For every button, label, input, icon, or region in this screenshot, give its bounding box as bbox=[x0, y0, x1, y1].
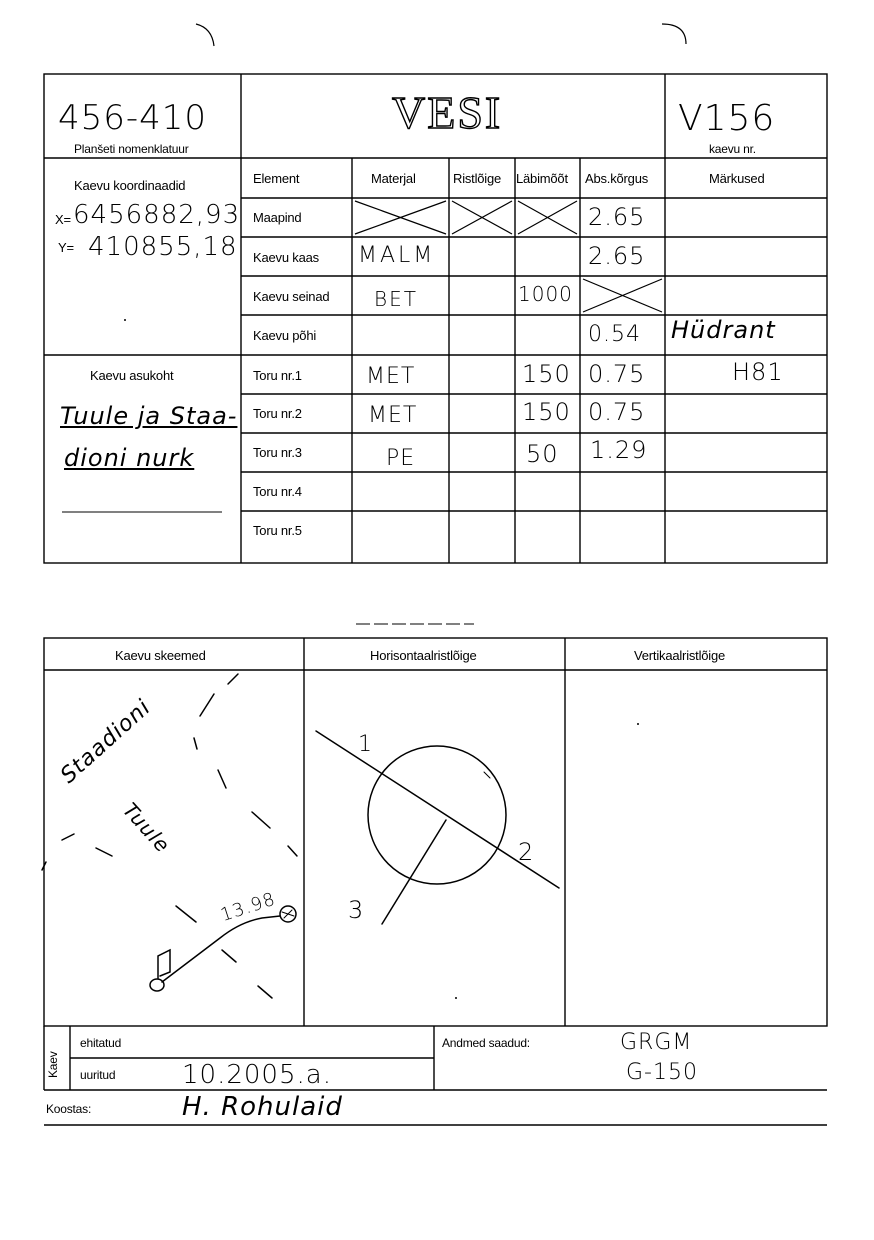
cell-note: Hüdrant bbox=[671, 316, 776, 344]
cell-material: MET bbox=[368, 403, 418, 428]
built-label: ehitatud bbox=[80, 1036, 122, 1050]
cell-diameter: 150 bbox=[522, 398, 571, 426]
header-element: Element bbox=[253, 171, 300, 186]
y-coordinate: 410855,18 bbox=[88, 232, 238, 262]
row-label: Toru nr.2 bbox=[253, 406, 302, 421]
header-material: Materjal bbox=[371, 171, 416, 186]
row-label: Kaevu kaas bbox=[253, 250, 319, 265]
cell-material: MALM bbox=[358, 243, 436, 268]
sketch-col-vertical: Vertikaalristlõige bbox=[634, 648, 726, 663]
surveyed-value: 10.2005.a. bbox=[182, 1060, 332, 1090]
page-title: VESI bbox=[392, 87, 503, 138]
bottom-table-grid bbox=[44, 638, 827, 1125]
cell-abs: 0.54 bbox=[588, 322, 641, 347]
cell-abs: 0.75 bbox=[588, 360, 646, 388]
well-number-label: kaevu nr. bbox=[709, 142, 756, 156]
header-cross-section: Ristlõige bbox=[453, 171, 502, 186]
cell-material: MET bbox=[366, 364, 416, 389]
cell-abs: 2.65 bbox=[588, 242, 646, 270]
cell-diameter: 50 bbox=[526, 440, 559, 468]
data-source-label: Andmed saadud: bbox=[442, 1036, 530, 1050]
distance-label: 13.98 bbox=[218, 888, 279, 926]
pipe-label-2: 2 bbox=[518, 838, 535, 866]
binder-mark-right bbox=[662, 24, 686, 44]
cell-abs: 1.29 bbox=[590, 436, 648, 464]
sheet-label: Planšeti nomenklatuur bbox=[74, 142, 189, 156]
pipe-label-1: 1 bbox=[358, 732, 373, 757]
cell-material: PE bbox=[386, 446, 416, 471]
location-line2: dioni nurk bbox=[64, 444, 195, 472]
sketch-col-schemes: Kaevu skeemed bbox=[115, 648, 206, 663]
location-label: Kaevu asukoht bbox=[90, 368, 174, 383]
row-label: Toru nr.1 bbox=[253, 368, 302, 383]
cell-diameter: 150 bbox=[522, 360, 571, 388]
well-side-label: Kaev bbox=[46, 1051, 60, 1078]
cell-abs: 2.65 bbox=[588, 203, 646, 231]
data-source-value-2: G-150 bbox=[626, 1060, 698, 1085]
pipe-label-3: 3 bbox=[348, 896, 365, 924]
sketch-col-horizontal: Horisontaalristlõige bbox=[370, 648, 477, 663]
row-label: Toru nr.5 bbox=[253, 523, 302, 538]
surveyed-label: uuritud bbox=[80, 1068, 116, 1082]
coords-label: Kaevu koordinaadid bbox=[74, 178, 186, 193]
cell-note: H81 bbox=[732, 358, 784, 386]
author-label: Koostas: bbox=[46, 1102, 92, 1116]
sheet-number: 456-410 bbox=[58, 98, 208, 138]
row-label: Toru nr.4 bbox=[253, 484, 302, 499]
author-value: H. Rohulaid bbox=[182, 1092, 343, 1122]
row-label: Maapind bbox=[253, 210, 302, 225]
x-prefix: X= bbox=[55, 212, 71, 227]
binder-mark-left bbox=[196, 24, 214, 46]
well-number: V156 bbox=[678, 98, 776, 139]
header-abs-height: Abs.kõrgus bbox=[585, 171, 649, 186]
data-source-value-1: GRGM bbox=[620, 1030, 693, 1055]
header-notes: Märkused bbox=[709, 171, 765, 186]
street-label-tuule: Tuule bbox=[118, 798, 176, 858]
cell-material: BET bbox=[374, 287, 418, 311]
row-label: Kaevu seinad bbox=[253, 289, 330, 304]
cell-abs: 0.75 bbox=[588, 398, 646, 426]
location-line1: Tuule ja Staa- bbox=[60, 402, 238, 430]
street-label-staadioni: Staadioni bbox=[56, 694, 157, 789]
y-prefix: Y= bbox=[58, 240, 74, 255]
x-coordinate: 6456882,93 bbox=[73, 200, 241, 230]
cell-diameter: 1000 bbox=[518, 282, 573, 306]
header-diameter: Läbimõõt bbox=[516, 171, 568, 186]
row-label: Toru nr.3 bbox=[253, 445, 302, 460]
row-label: Kaevu põhi bbox=[253, 328, 317, 343]
